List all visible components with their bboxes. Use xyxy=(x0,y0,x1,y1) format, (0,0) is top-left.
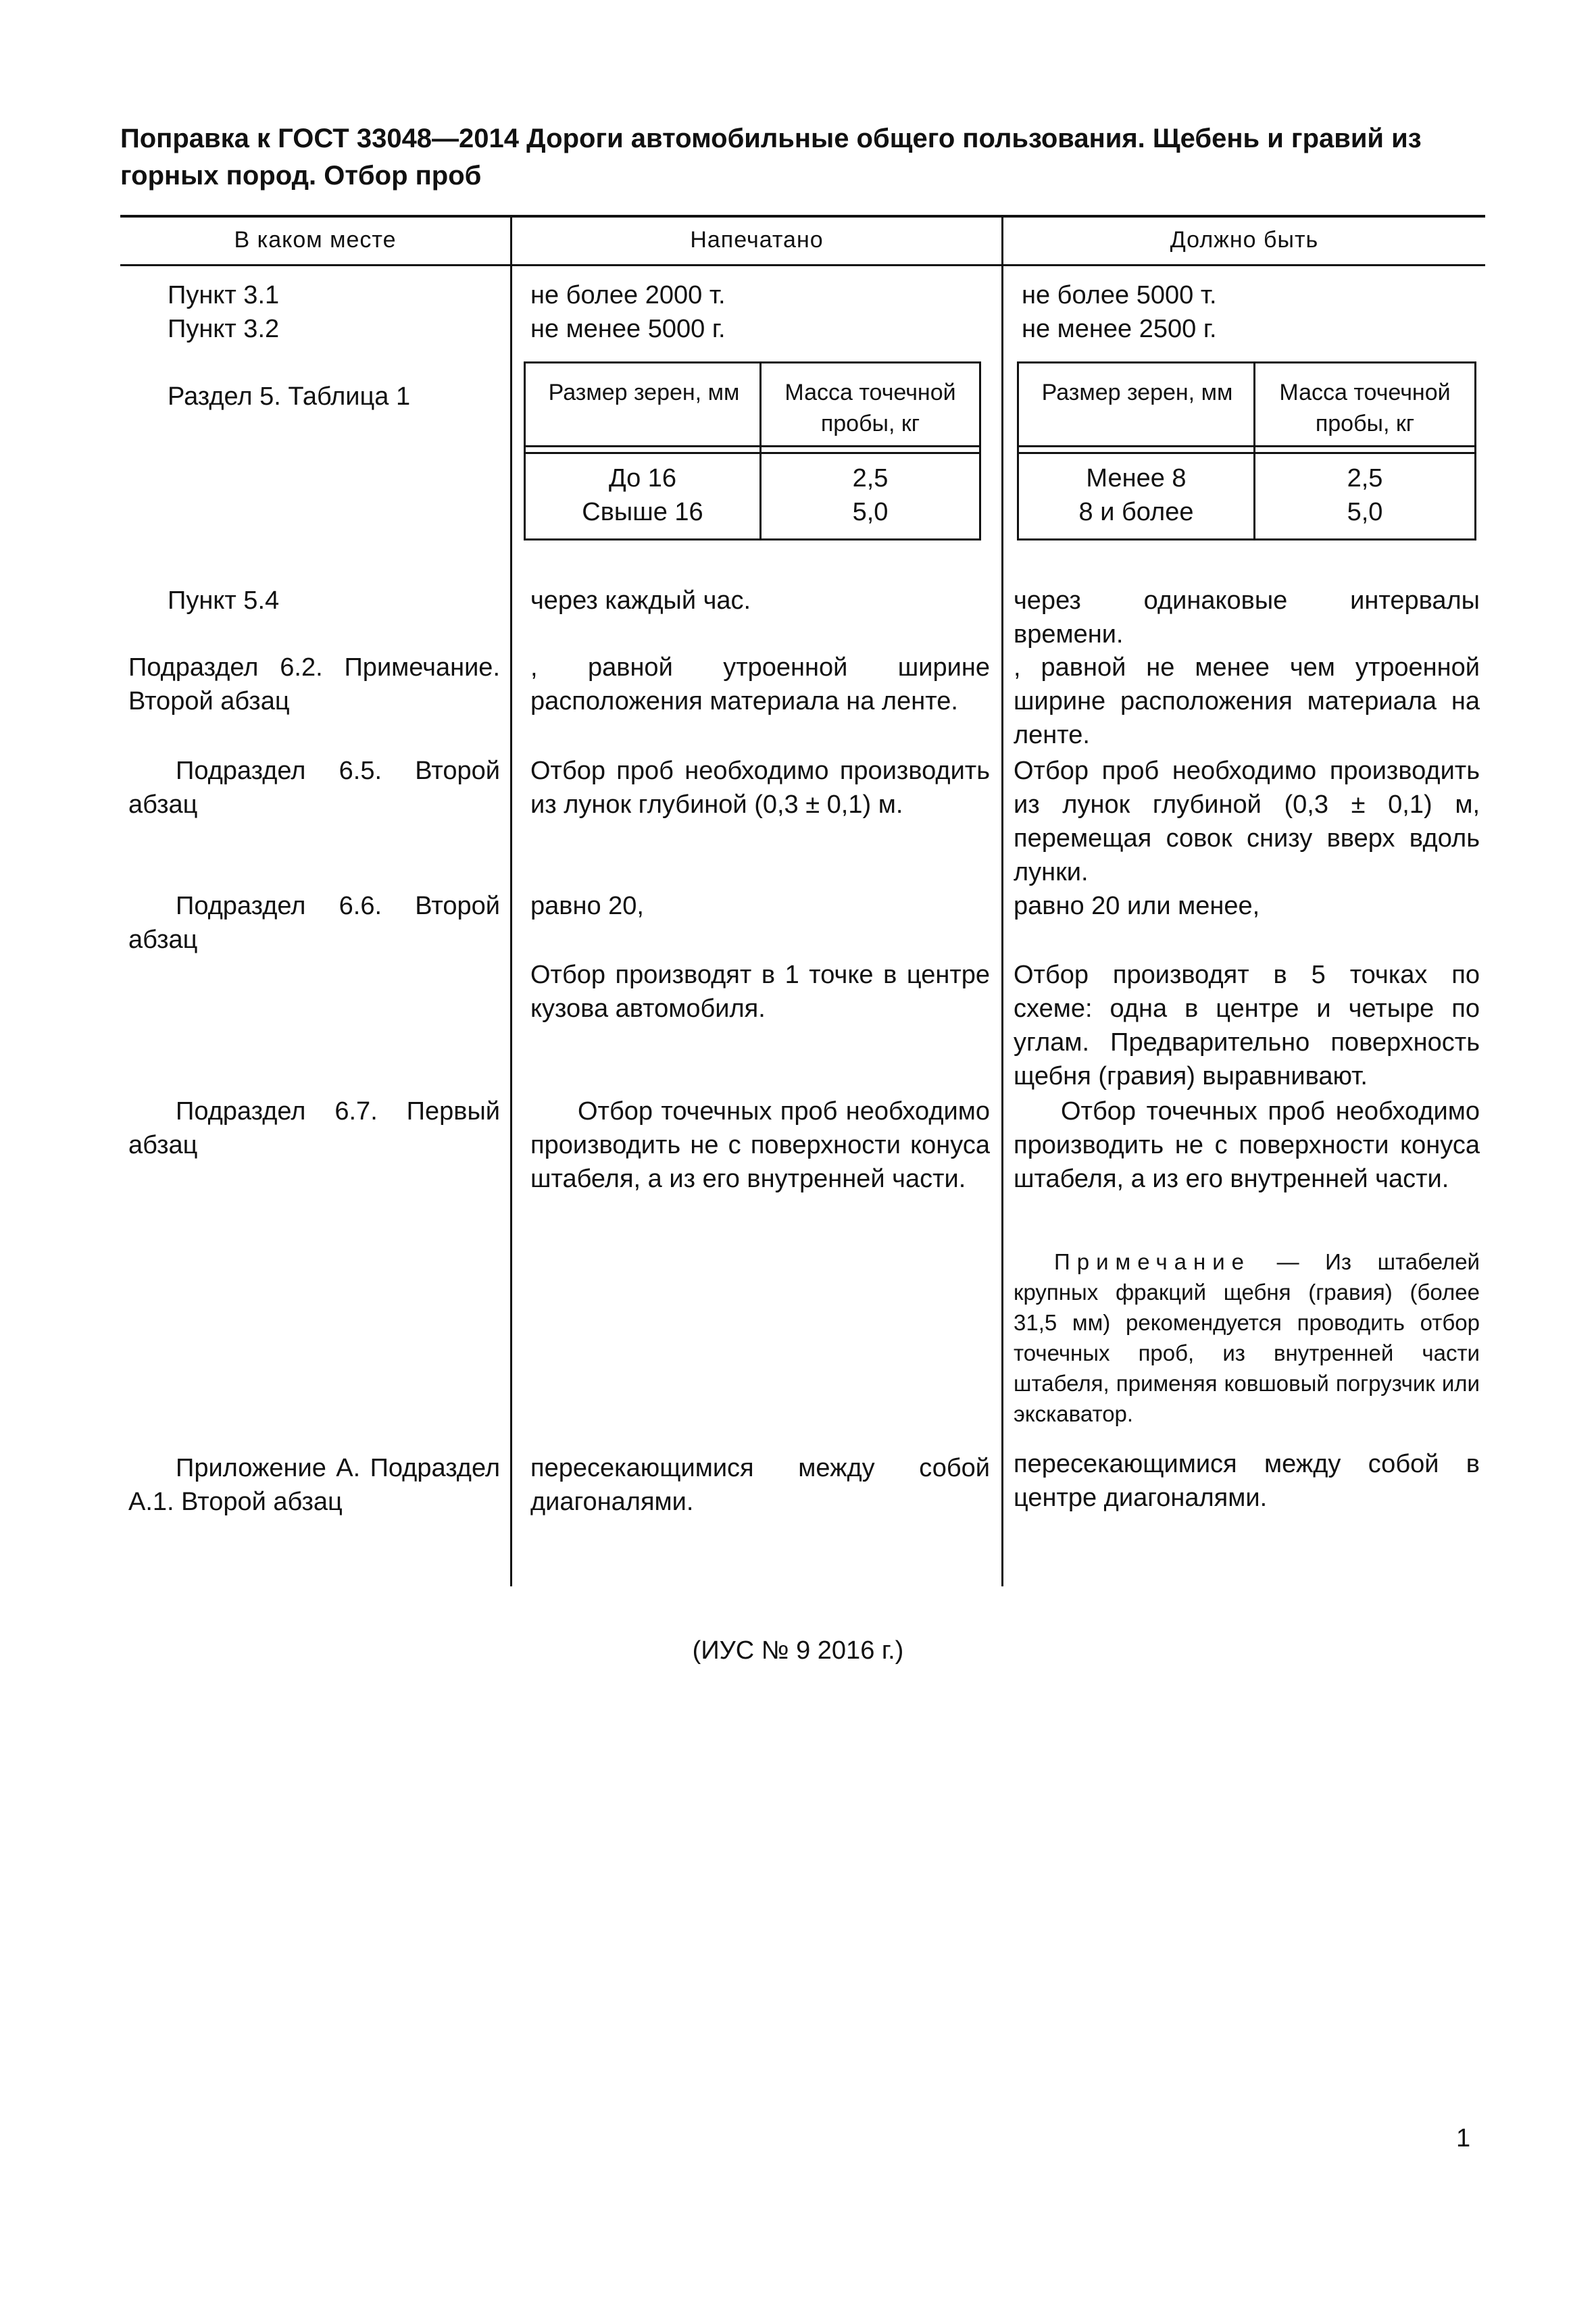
note-text: — Из штабелей крупных фракций щебня (гравия) (более 31,5 мм) рекомендуется проводить отбор точечных проб, из внутренней части штабеля, применяя ковшовый погрузчик или экскаватор. xyxy=(1014,1249,1480,1426)
row9-should-be: пересекающимися между собой в центре диагоналями. xyxy=(1014,1450,1480,1512)
printed-nested-table xyxy=(524,361,981,540)
page-number: 1 xyxy=(1456,2124,1471,2153)
row8-printed: Отбор точечных проб необходимо производить не с поверхности конуса штабеля, а из его внутренней части. xyxy=(530,1097,990,1193)
row9-location: Приложение А. Подраздел А.1. Второй абзац xyxy=(128,1454,500,1516)
nested-mass-values xyxy=(762,461,979,529)
row8-should-be: Отбор точечных проб необходимо производить не с поверхности конуса штабеля, а из его внутренней части. xyxy=(1014,1097,1480,1193)
row6-printed: равно 20, xyxy=(530,892,644,920)
header-should-be: Должно быть xyxy=(1170,227,1319,253)
row7-printed: Отбор производят в 1 точке в центре кузова автомобиля. xyxy=(530,961,990,1023)
printed-line: не менее 5000 г. xyxy=(530,315,726,343)
footer-reference: (ИУС № 9 2016 г.) xyxy=(692,1636,904,1665)
row6-should-be: равно 20 или менее, xyxy=(1014,892,1260,920)
row5-printed: Отбор проб необходимо производить из лунок глубиной (0,3 ± 0,1) м. xyxy=(530,757,990,819)
nested-cell: 8 и более xyxy=(1078,498,1194,526)
row4-printed: , равной утроенной ширине расположения материала на ленте. xyxy=(530,653,990,715)
row1-should-be xyxy=(1022,278,1481,346)
should-be-line: не более 5000 т. xyxy=(1022,281,1217,309)
nested-cell: 5,0 xyxy=(852,498,889,526)
row1-printed xyxy=(530,278,990,346)
row3-printed: через каждый час. xyxy=(530,586,751,615)
nested-header-rule xyxy=(526,445,979,447)
nested-cell: Менее 8 xyxy=(1086,464,1187,493)
nested-cell: 2,5 xyxy=(1347,464,1383,493)
nested-size-values xyxy=(1019,461,1253,529)
header-location: В каком месте xyxy=(234,227,397,253)
note-label: Примечание xyxy=(1054,1249,1251,1274)
row8-note xyxy=(1014,1247,1480,1429)
header-printed: Напечатано xyxy=(690,227,824,253)
row2-location: Раздел 5. Таблица 1 xyxy=(168,382,411,411)
nested-header-size: Размер зерен, мм xyxy=(1041,380,1233,405)
row5-location: Подраздел 6.5. Второй абзац xyxy=(128,757,500,819)
should-be-line: не менее 2500 г. xyxy=(1022,315,1217,343)
nested-header-size: Размер зерен, мм xyxy=(548,380,740,405)
nested-size-values xyxy=(526,461,759,529)
nested-cell: Свыше 16 xyxy=(582,498,703,526)
page-title: Поправка к ГОСТ 33048—2014 Дороги автомобильные общего пользования. Щебень и гравий из горных пород. Отбор проб xyxy=(120,124,1422,191)
column-divider-2 xyxy=(1001,215,1003,1586)
nested-cell: 2,5 xyxy=(852,464,889,493)
row3-location: Пункт 5.4 xyxy=(168,586,280,615)
nested-header-mass: Масса точечной пробы, кг xyxy=(1279,380,1451,436)
nested-header-mass: Масса точечной пробы, кг xyxy=(784,380,956,436)
nested-mass-values xyxy=(1255,461,1474,529)
row1-location xyxy=(168,278,499,346)
nested-cell: До 16 xyxy=(608,464,677,493)
nested-header-rule xyxy=(1019,452,1474,454)
row9-printed: пересекающимися между собой диагоналями. xyxy=(530,1454,990,1516)
nested-header-rule xyxy=(526,452,979,454)
row6-location: Подраздел 6.6. Второй абзац xyxy=(128,892,500,954)
nested-cell: 5,0 xyxy=(1347,498,1383,526)
location-line: Пункт 3.2 xyxy=(168,315,280,343)
column-divider-1 xyxy=(510,215,512,1586)
row7-should-be: Отбор производят в 5 точках по схеме: одна в центре и четыре по углам. Предварительно поверхность щебня (гравия) выравнивают. xyxy=(1014,961,1480,1090)
row4-location: Подраздел 6.2. Примечание. Второй абзац xyxy=(128,653,500,715)
printed-line: не более 2000 т. xyxy=(530,281,726,309)
row5-should-be: Отбор проб необходимо производить из лунок глубиной (0,3 ± 0,1) м, перемещая совок снизу вверх вдоль лунки. xyxy=(1014,757,1480,886)
nested-header-rule xyxy=(1019,445,1474,447)
location-line: Пункт 3.1 xyxy=(168,281,280,309)
row8-location: Подраздел 6.7. Первый абзац xyxy=(128,1097,500,1159)
should-be-nested-table xyxy=(1017,361,1476,540)
row3-should-be: через одинаковые интервалы времени. xyxy=(1014,586,1480,649)
row4-should-be: , равной не менее чем утроенной ширине расположения материала на ленте. xyxy=(1014,653,1480,749)
